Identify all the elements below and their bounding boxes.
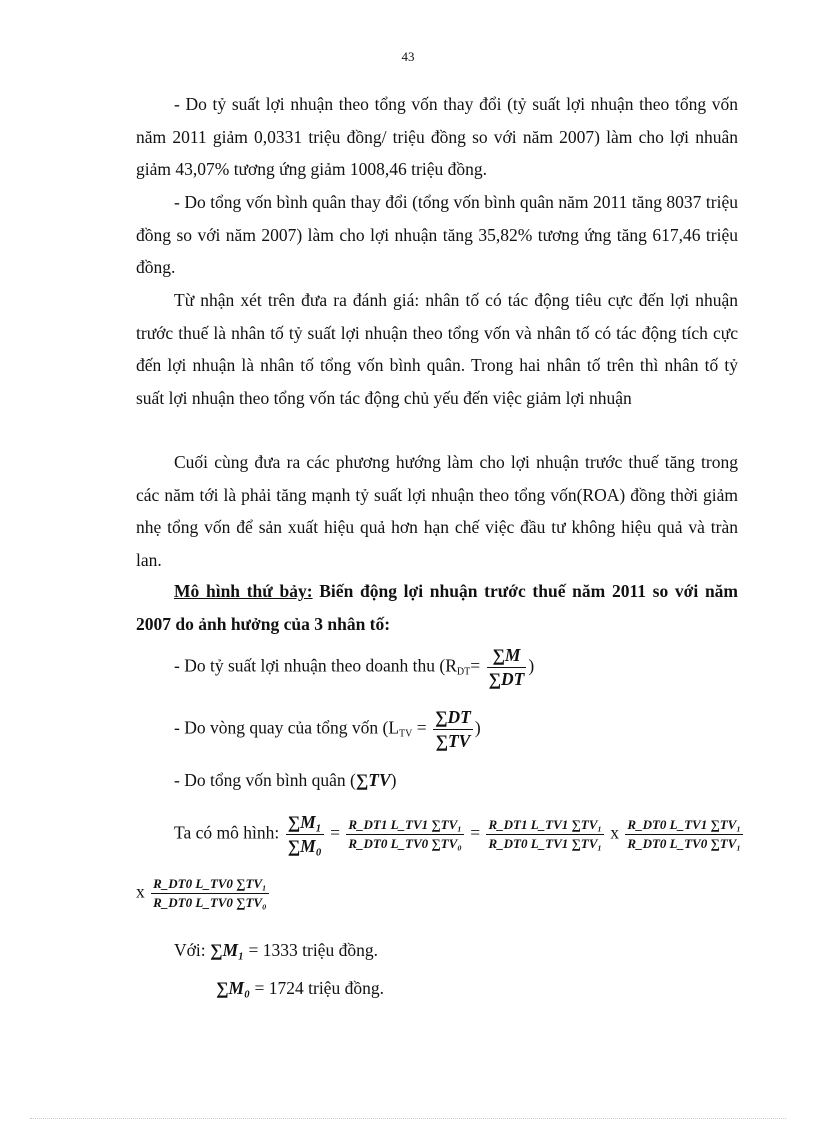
paragraph-assessment: Từ nhận xét trên đưa ra đánh giá: nhân tố có tác động tiêu cực đến lợi nhuận trước thuế là nhân tố tỷ suất lợi nhuận theo tổng vốn và nhân tố có tác động tích cực đến lợi nhuận là nhân tố tổng vốn bình quân. Trong hai nhân tố trên thì nhân tố tỷ suất lợi nhuận theo tổng vốn tác động chủ yếu đến việc giảm lợi nhuận [136, 290, 738, 408]
factor-1-den: ∑DT [488, 669, 525, 689]
model-term-3-den: R_DT0 L_TV0 ∑TV₁ [627, 836, 741, 851]
model-heading [136, 575, 738, 640]
model-term-2 [486, 817, 603, 852]
factor-1-num: ∑M [487, 645, 527, 668]
model-term-4-num: R_DT0 L_TV0 ∑TV₁ [151, 876, 268, 894]
factor-1-eq: = [470, 655, 481, 676]
factor-2-num: ∑DT [433, 707, 473, 730]
model-lhs-num: ∑M₁ [286, 812, 324, 835]
factor-2-sub: TV [399, 728, 413, 740]
factor-1-prefix: - Do tỷ suất lợi nhuận theo doanh thu (R [174, 655, 457, 676]
model-term-3 [625, 817, 742, 852]
model-label: Ta có mô hình: [174, 822, 280, 843]
model-formula [174, 812, 745, 857]
m0-symbol: ∑M₀ [216, 978, 251, 998]
factor-average-capital [174, 770, 396, 791]
factor-3-close: ) [390, 770, 397, 790]
model-formula-continued [136, 876, 271, 911]
model-times-2: x [136, 881, 145, 902]
model-term-1 [346, 817, 463, 852]
m1-value: = 1333 triệu đồng. [248, 940, 378, 960]
factor-1-sub: DT [456, 666, 471, 678]
value-m1 [174, 940, 378, 961]
factor-2-fraction [433, 707, 473, 752]
page-number: 43 [401, 49, 415, 64]
factor-2-prefix: - Do vòng quay của tổng vốn (L [174, 717, 400, 738]
factor-revenue-rate [174, 645, 534, 690]
factor-2-eq: = [412, 717, 427, 738]
model-term-4 [151, 876, 268, 911]
page-bottom-rule [30, 1118, 786, 1119]
m0-value: = 1724 triệu đồng. [254, 978, 384, 998]
model-heading-label: Mô hình thứ bảy: [174, 581, 313, 601]
paragraph-capital: - Do tổng vốn bình quân thay đổi (tổng vốn bình quân năm 2011 tăng 8037 triệu đồng so với năm 2007) làm cho lợi nhuận tăng 35,82% tương ứng tăng 617,46 triệu đồng. [136, 192, 738, 277]
model-term-2-den: R_DT0 L_TV1 ∑TV₁ [488, 836, 602, 851]
value-m0 [216, 978, 384, 999]
model-lhs [286, 812, 324, 857]
factor-1-close: ) [528, 655, 535, 676]
factor-2-close: ) [474, 717, 481, 738]
model-eq-2: = [470, 822, 481, 843]
model-term-1-num: R_DT1 L_TV1 ∑TV₁ [346, 817, 463, 835]
model-term-1-den: R_DT0 L_TV0 ∑TV₀ [348, 836, 462, 851]
model-lhs-den: ∑M₀ [287, 836, 322, 856]
factor-3-symbol: ∑TV [355, 770, 391, 790]
factor-2-den: ∑TV [435, 731, 471, 751]
factor-capital-turnover [174, 707, 481, 752]
model-eq-1: = [330, 822, 340, 843]
model-term-4-den: R_DT0 L_TV0 ∑TV₀ [153, 895, 267, 910]
with-label: Với: [174, 940, 206, 960]
model-heading-text: Biến động lợi nhuận trước thuế năm 2011 so với năm 2007 do ảnh hưởng của 3 nhân tố: [136, 581, 738, 634]
model-term-3-num: R_DT0 L_TV1 ∑TV₁ [625, 817, 742, 835]
factor-3-prefix: - Do tổng vốn bình quân ( [174, 770, 356, 790]
paragraph-direction: Cuối cùng đưa ra các phương hướng làm cho lợi nhuận trước thuế tăng trong các năm tới là phải tăng mạnh tỷ suất lợi nhuận theo tổng vốn(ROA) đồng thời giảm nhẹ tổng vốn để sản xuất hiệu quả hơn hạn chế việc đầu tư không hiệu quả và tràn lan. [136, 452, 738, 570]
m1-symbol: ∑M₁ [210, 940, 245, 960]
model-term-2-num: R_DT1 L_TV1 ∑TV₁ [486, 817, 603, 835]
factor-1-fraction [487, 645, 527, 690]
model-times-1: x [610, 822, 620, 843]
paragraph-profit-rate: - Do tỷ suất lợi nhuận theo tổng vốn thay đổi (tỷ suất lợi nhuận theo tổng vốn năm 2011 giảm 0,0331 triệu đồng/ triệu đồng so với năm 2007) làm cho lợi nhuân giảm 43,07% tương ứng giảm 1008,46 triệu đồng. [136, 94, 738, 179]
